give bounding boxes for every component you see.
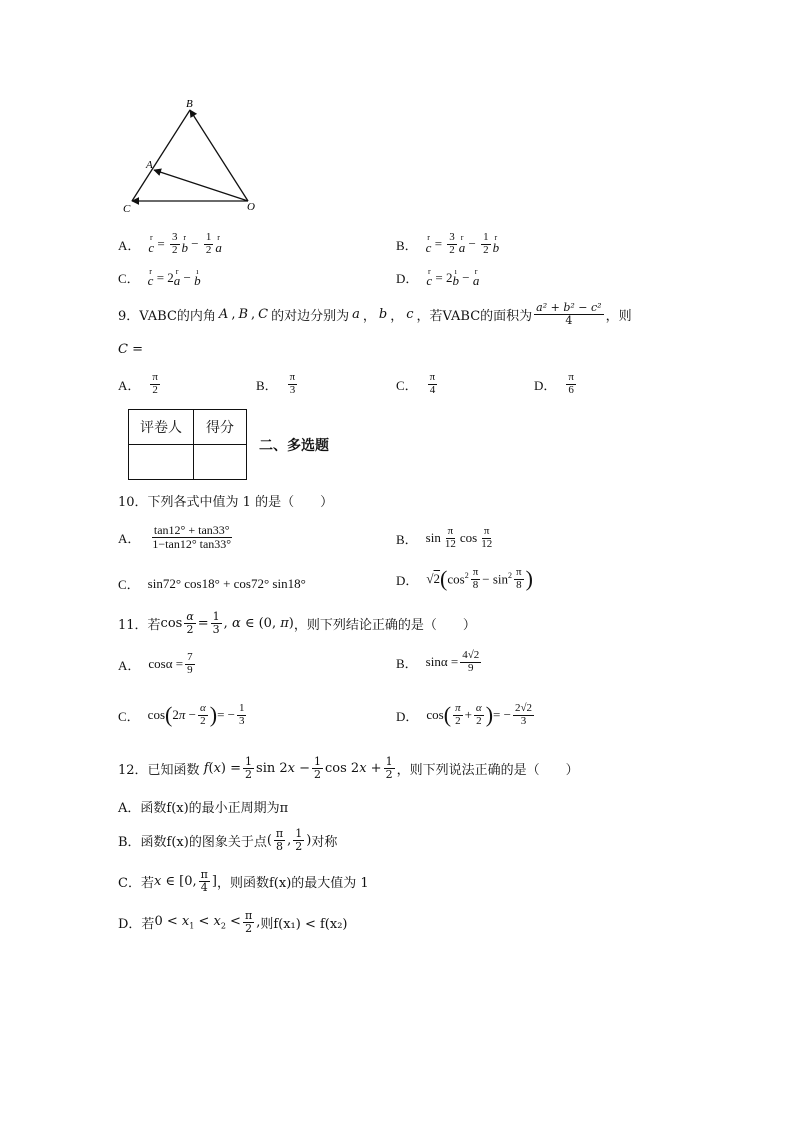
segment-oa <box>154 170 248 201</box>
triangle-diagram <box>118 98 268 218</box>
q10-option-b: B． sin $\frac{\pi}{12}$ cos $\frac{\pi}{12}$ <box>396 525 493 550</box>
q12-stem: 12．已知函数 f(x) = $\frac{1}{2}$ sin 2x − $\frac{1}{2}$ cos 2x + $\frac{1}{2}$ ，则下列说法正确的是（ ） <box>118 755 579 781</box>
q9-option-c: C． $\frac{\pi}{4}$ <box>396 371 436 396</box>
segment-bc <box>132 110 190 201</box>
reviewer-cell <box>129 445 194 480</box>
q11-option-b: B． sinα = $\frac{4√2}{9}$ <box>396 649 480 674</box>
q12-option-d: D．若 $0 < x_1 < x_2$ < $\frac{\pi}{2}$ , 则f(x₁) < f(x₂) <box>118 909 348 935</box>
score-box <box>128 409 247 480</box>
q9-option-a: A． $\frac{\pi}{2}$ <box>118 371 158 396</box>
q10-option-c: C． sin72° cos18° + cos72° sin18° <box>118 575 306 592</box>
q12-option-b: B．函数f(x)的图象关于点 ( $\frac{\pi}{8}$ , $\frac{1}{2}$ ) 对称 <box>118 827 338 853</box>
q12-option-c: C．若 x ∈ [0, $\frac{\pi}{4}$ ] ，则函数f(x)的最大值为 1 <box>118 868 369 894</box>
q9-stem: 9． VABC的内角 A , B , C 的对边分别为 a ， b ， c ，若VABC的面积为 $\frac{\text{a² + b² − c²}}{4}$ ，则 <box>118 301 632 327</box>
q11-option-c: C． cos ( 2π − $\frac{\alpha}{2}$ ) = − $\frac{1}{3}$ <box>118 701 245 727</box>
q10-stem: 10．下列各式中值为 1 的是（ ） <box>118 495 334 510</box>
point-b-label: B <box>186 98 193 110</box>
segment-ob <box>190 110 248 201</box>
q10-option-d: D． √2 ( $\cos^2$ $\frac{\pi}{8}$ − $\sin^2$ $\frac{\pi}{8}$ ) <box>396 565 533 591</box>
q9-ask: C = <box>118 342 143 357</box>
q8-option-a: A． r c = $\frac{3}{2}$ r b − $\frac{1}{2}$ r a <box>118 231 222 256</box>
point-a-label: A <box>146 159 153 171</box>
q10-option-a: A． $\frac{\tan 12^\circ + \tan 33^\circ}{1-\tan 12^\circ \tan 33^\circ}$ <box>118 523 232 551</box>
score-cell <box>194 445 247 480</box>
point-c-label: C <box>123 203 131 215</box>
q11-stem: 11．若 cos $\frac{\alpha}{2}$ = $\frac{1}{3}$ , α ∈ (0, π) ，则下列结论正确的是（ ） <box>118 610 476 636</box>
point-o-label: O <box>247 201 255 213</box>
q8-option-b: B． r c = $\frac{3}{2}$ r a − $\frac{1}{2}$ r b <box>396 231 500 256</box>
score-header: 得分 <box>194 410 247 445</box>
q11-option-a: A． cosα = $\frac{7}{9}$ <box>118 651 193 676</box>
q8-option-d: D． r c = 2 ı b − r a <box>396 266 480 289</box>
q9-option-b: B． $\frac{\pi}{3}$ <box>256 371 296 396</box>
q12-option-a: A．函数f(x)的最小正周期为π <box>118 801 289 816</box>
reviewer-header: 评卷人 <box>129 410 194 445</box>
q8-option-c: C． r c = 2 r a − ı b <box>118 266 201 289</box>
q9-option-d: D． $\frac{\pi}{6}$ <box>534 371 574 396</box>
q11-option-d: D． cos ( $\frac{\pi}{2}$ + $\frac{\alpha}{2}$ ) = − $\frac{2√2}{3}$ <box>396 701 532 727</box>
section-title: 二、多选题 <box>259 438 329 454</box>
